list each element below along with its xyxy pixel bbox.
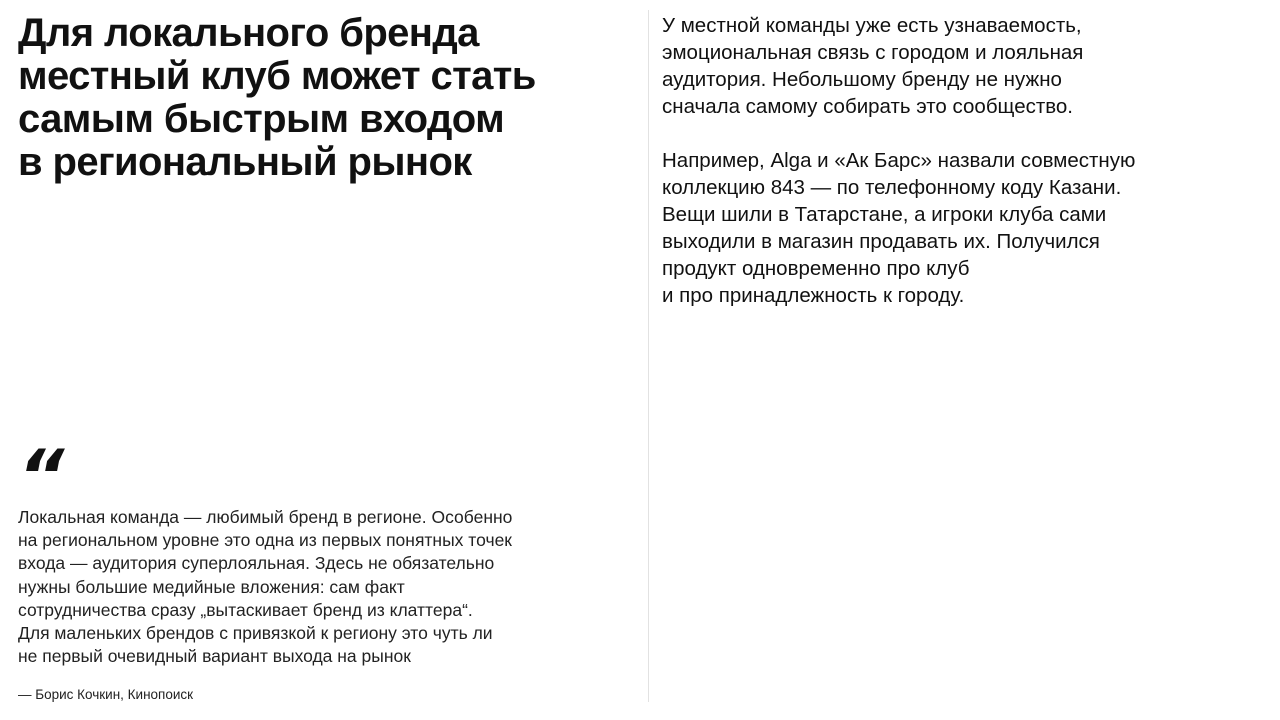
paragraph-line: продукт одновременно про клуб <box>662 257 970 280</box>
body-paragraph-1 <box>662 12 1262 120</box>
paragraph-line: коллекцию 843 — по телефонному коду Казани. <box>662 176 1122 199</box>
quote-line: сотрудничества сразу „вытаскивает бренд из клаттера“. <box>18 599 473 620</box>
quote-line: Локальная команда — любимый бренд в регионе. Особенно <box>18 507 513 527</box>
right-column <box>662 12 1262 309</box>
paragraph-line: Например, Alga и «Ак Барс» назвали совместную <box>662 149 1136 172</box>
quote-mark-icon: “ <box>18 434 61 518</box>
headline <box>18 12 618 184</box>
column-divider <box>648 10 649 702</box>
quote-line: нужны большие медийные вложения: сам факт <box>18 576 405 597</box>
headline-line: Для локального бренда <box>18 11 479 55</box>
quote-line: на региональном уровне это одна из первых понятных точек <box>18 530 512 551</box>
quote-line: Для маленьких брендов с привязкой к региону это чуть ли <box>18 623 493 644</box>
left-column <box>18 0 628 720</box>
paragraph-line: выходили в магазин продавать их. Получился <box>662 230 1100 253</box>
paragraph-line: эмоциональная связь с городом и лояльная <box>662 41 1084 64</box>
paragraph-line: и про принадлежность к городу. <box>662 284 965 307</box>
quote-line: входа — аудитория суперлояльная. Здесь не обязательно <box>18 553 495 574</box>
headline-line: в региональный рынок <box>18 140 472 184</box>
paragraph-line: У местной команды уже есть узнаваемость, <box>662 14 1082 37</box>
headline-line: самым быстрым входом <box>18 97 505 141</box>
quote-line: не первый очевидный вариант выхода на рынок <box>18 646 411 667</box>
body-paragraph-2 <box>662 147 1262 309</box>
paragraph-line: сначала самому собирать это сообщество. <box>662 95 1073 118</box>
quote-text <box>18 506 618 668</box>
paragraph-line: аудитория. Небольшому бренду не нужно <box>662 68 1062 91</box>
paragraph-line: Вещи шили в Татарстане, а игроки клуба сами <box>662 203 1107 226</box>
headline-line: местный клуб может стать <box>18 54 536 98</box>
quote-attribution: — Борис Кочкин, Кинопоиск <box>18 687 194 702</box>
